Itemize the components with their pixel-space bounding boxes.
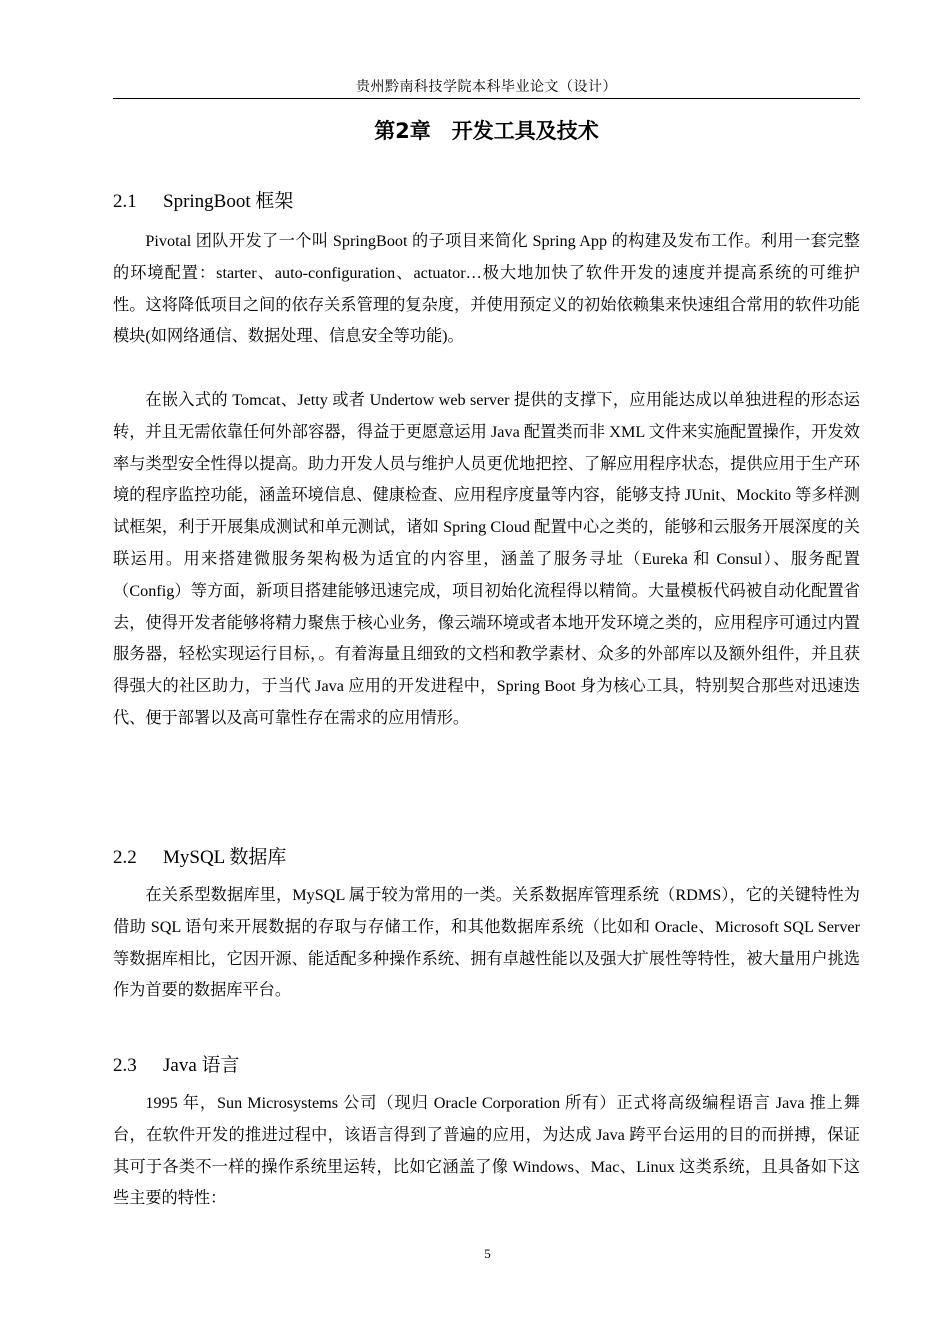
chapter-title: 第2章 开发工具及技术: [374, 119, 599, 143]
running-header: 贵州黔南科技学院本科毕业论文（设计）: [356, 79, 617, 95]
section-title: MySQL 数据库: [163, 847, 287, 868]
section-heading-2-1: [113, 186, 293, 213]
section-number: 2.2: [113, 847, 137, 868]
page-number: 5: [484, 1246, 491, 1261]
paragraph: 在关系型数据库里，MySQL 属于较为常用的一类。关系数据库管理系统（RDMS），它的关键特性为借助 SQL 语句来开展数据的存取与存储工作，和其他数据库系统（比如和 Oracle、Microsoft SQL Server 等数据库相比，它因开源、能适配多种操作系统、拥有卓越性能以及强大扩展性等特性，被大量用户挑选作为首要的数据库平台。: [113, 886, 860, 1000]
section-title: SpringBoot 框架: [163, 191, 294, 212]
section-number: 2.1: [113, 191, 137, 212]
section-title: Java 语言: [163, 1055, 240, 1076]
paragraph: Pivotal 团队开发了一个叫 SpringBoot 的子项目来简化 Spring App 的构建及发布工作。利用一套完整的环境配置：starter、auto-configuration、actuator…极大地加快了软件开发的速度并提高系统的可维护性。这将降低项目之间的依存关系管理的复杂度，并使用预定义的初始依赖集来快速组合常用的软件功能模块(如网络通信、数据处理、信息安全等功能)。: [113, 232, 860, 346]
section-heading-2-3: [113, 1050, 240, 1077]
header-rule: [113, 98, 860, 99]
paragraph: 1995 年，Sun Microsystems 公司（现归 Oracle Corporation 所有）正式将高级编程语言 Java 推上舞台，在软件开发的推进过程中，该语言得到了普遍的应用，为达成 Java 跨平台运用的目的而拼搏，保证其可于各类不一样的操作系统里运转，比如它涵盖了像 Windows、Mac、Linux 这类系统，且具备如下这些主要的特性：: [113, 1094, 860, 1208]
section-number: 2.3: [113, 1055, 137, 1076]
paragraph: 在嵌入式的 Tomcat、Jetty 或者 Undertow web server 提供的支撑下，应用能达成以单独进程的形态运转，并且无需依靠任何外部容器，得益于更愿意运用 Java 配置类而非 XML 文件来实施配置操作，开发效率与类型安全性得以提高。助力开发人员与维护人员更优地把控、了解应用程序状态，提供应用于生产环境的程序监控功能，涵盖环境信息、健康检查、应用程序度量等内容，能够支持 JUnit、Mockito 等多样测试框架，利于开展集成测试和单元测试，诸如 Spring Cloud 配置中心之类的，能够和云服务开展深度的关联运用。用来搭建微服务架构极为适宜的内容里，涵盖了服务寻址（Eureka 和 Consul）、服务配置（Config）等方面，新项目搭建能够迅速完成，项目初始化流程得以精简。大量模板代码被自动化配置省去，使得开发者能够将精力聚焦于核心业务，像云端环境或者本地开发环境之类的，应用程序可通过内置服务器，轻松实现运行目标，。有着海量且细致的文档和教学素材、众多的外部库以及额外组件，并且获得强大的社区助力，于当代 Java 应用的开发进程中，Spring Boot 身为核心工具，特别契合那些对迅速迭代、便于部署以及高可靠性存在需求的应用情形。: [113, 391, 860, 727]
section-heading-2-2: [113, 842, 286, 869]
